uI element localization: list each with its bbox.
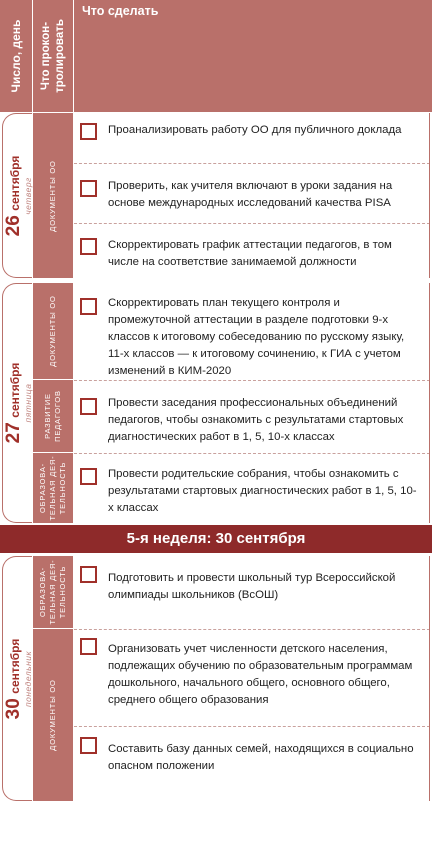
task-item — [74, 283, 430, 380]
task-text: Подготовить и провести школьный тур Всероссийской олимпиады школьников (ВсОШ) — [108, 572, 396, 601]
task-checkbox[interactable] — [80, 566, 97, 583]
day-27-label — [3, 363, 33, 444]
divider — [429, 283, 431, 523]
day-26-box — [2, 113, 32, 278]
header-todo-label: Что сделать — [82, 4, 159, 18]
category-block — [33, 380, 73, 452]
task-text: Скорректировать план текущего контроля и промежуточной аттестации в разделе подготовки 9-х классов к итоговому собеседованию по русскому языку, 11-х классов — к итоговому сочинению, к ГИА с учетом изменений в КИМ-2020 — [108, 297, 405, 377]
header-control-column — [33, 0, 73, 112]
day-weekday: пятница — [22, 383, 33, 423]
task-text: Провести заседания профессиональных объединений педагогов, чтобы ознакомить с результатами стартовых диагностических работ в 1, 5, 10-х классах — [108, 397, 404, 443]
category-block — [33, 556, 73, 628]
day-month: сентября — [7, 155, 22, 211]
task-checkbox[interactable] — [80, 468, 97, 485]
category-block — [33, 453, 73, 523]
task-item — [74, 223, 430, 278]
category-label: ОБРАЗОВА- ТЕЛЬНАЯ ДЕЯ- ТЕЛЬНОСТЬ — [38, 455, 67, 521]
day-number: 30 — [2, 697, 24, 719]
header-date-column — [0, 0, 32, 112]
task-checkbox[interactable] — [80, 737, 97, 754]
task-text: Скорректировать график аттестации педагогов, в том числе на соответствие занимаемой должности — [108, 239, 392, 268]
day-weekday: понедельник — [22, 650, 33, 707]
task-item — [74, 453, 430, 523]
divider — [429, 113, 431, 278]
category-block — [33, 113, 73, 278]
day-weekday: четверг — [22, 176, 33, 215]
day-26-label — [3, 155, 33, 236]
task-checkbox[interactable] — [80, 238, 97, 255]
day-month: сентября — [7, 638, 22, 694]
task-item — [74, 163, 430, 223]
task-item — [74, 726, 430, 801]
day-30-box — [2, 556, 32, 801]
header-todo-column — [74, 0, 432, 112]
task-text: Составить базу данных семей, находящихся в социально опасном положении — [108, 743, 414, 772]
task-item — [74, 556, 430, 629]
divider — [429, 556, 431, 801]
category-label: ДОКУМЕНТЫ ОО — [48, 679, 57, 751]
day-30-label — [3, 638, 33, 719]
day-27-box — [2, 283, 32, 523]
category-block — [33, 629, 73, 801]
category-label: РАЗВИТИЕ ПЕДАГОГОВ — [43, 390, 62, 442]
category-block — [33, 283, 73, 379]
task-text: Провести родительские собрания, чтобы ознакомить с результатами стартовых диагностических работ в 1, 5, 10-х классах — [108, 468, 417, 514]
header-control-label: Что прокон- тролировать — [40, 19, 66, 93]
header-date-label: Число, день — [9, 19, 23, 93]
category-label: ДОКУМЕНТЫ ОО — [48, 159, 57, 232]
task-checkbox[interactable] — [80, 123, 97, 140]
week-banner: 5-я неделя: 30 сентября — [0, 525, 432, 553]
task-text: Организовать учет численности детского населения, подлежащих обучению по образовательным программам дошкольного, начального общего, основного общего, среднего общего образования — [108, 643, 413, 706]
day-month: сентября — [7, 362, 22, 418]
task-checkbox[interactable] — [80, 298, 97, 315]
day-number: 27 — [2, 422, 24, 444]
task-checkbox[interactable] — [80, 638, 97, 655]
category-label: ОБРАЗОВА- ТЕЛЬНАЯ ДЕЯ- ТЕЛЬНОСТЬ — [38, 559, 67, 625]
category-label: ДОКУМЕНТЫ ОО — [48, 295, 57, 367]
task-checkbox[interactable] — [80, 398, 97, 415]
task-item — [74, 113, 430, 163]
task-checkbox[interactable] — [80, 180, 97, 197]
task-text: Проанализировать работу ОО для публичного доклада — [108, 124, 402, 136]
task-item — [74, 629, 430, 726]
day-number: 26 — [2, 214, 24, 236]
task-text: Проверить, как учителя включают в уроки задания на основе международных исследований качества PISA — [108, 180, 393, 209]
task-item — [74, 380, 430, 453]
